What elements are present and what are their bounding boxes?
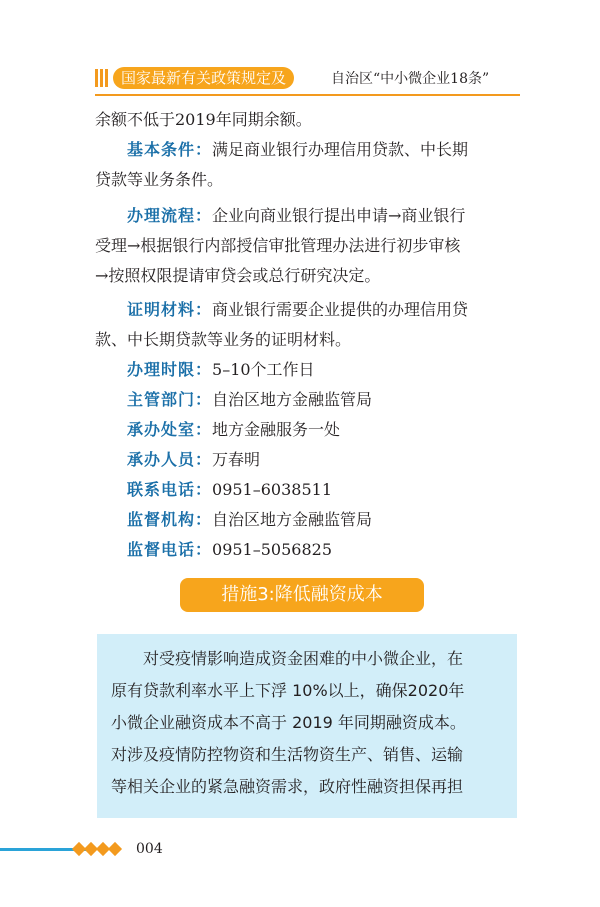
basic-conditions-text: 满足商业银行办理信用贷款、中长期: [212, 140, 469, 159]
info-label: 主管部门：: [127, 390, 213, 409]
paragraph-line: →按照权限提请审贷会或总行研究决定。: [95, 266, 381, 285]
info-label: 监督机构：: [127, 510, 213, 529]
info-value: 自治区地方金融监管局: [212, 510, 373, 529]
box-line: 小微企业融资成本不高于 2019 年同期融资成本。: [111, 713, 466, 732]
info-row: [127, 388, 372, 412]
materials-text: 商业银行需要企业提供的办理信用贷: [212, 300, 469, 319]
box-line: 对涉及疫情防控物资和生活物资生产、销售、运输: [111, 745, 464, 764]
info-value: 0951–6038511: [212, 480, 332, 499]
header-subtitle: 自治区“中小微企业18条”: [331, 71, 490, 87]
running-header: [95, 66, 520, 92]
page-number: 004: [136, 841, 163, 857]
diamond-icon: [108, 842, 122, 856]
basic-conditions-line: [127, 138, 468, 162]
measure-title: 措施3:降低融资成本: [180, 578, 424, 612]
info-label: 承办人员：: [127, 450, 213, 469]
paragraph-line: 款、中长期贷款等业务的证明材料。: [95, 330, 352, 349]
info-value: 自治区地方金融监管局: [212, 390, 373, 409]
box-line: 对受疫情影响造成资金困难的中小微企业，在: [143, 649, 464, 668]
header-divider: [95, 94, 520, 96]
measure-description-box: [97, 634, 517, 818]
paragraph-line: 贷款等业务条件。: [95, 170, 224, 189]
header-title: 国家最新有关政策规定及: [113, 67, 294, 89]
info-value: 万春明: [212, 450, 261, 469]
info-row: [127, 508, 372, 532]
info-label: 承办处室：: [127, 420, 213, 439]
page-footer: [0, 835, 600, 865]
info-label: 办理时限：: [127, 360, 213, 379]
materials-line: [127, 298, 468, 322]
box-line: 等相关企业的紧急融资需求，政府性融资担保再担: [111, 777, 464, 796]
box-line: 原有贷款利率水平上下浮 10%以上，确保2020年: [111, 681, 465, 700]
process-line: [127, 204, 465, 228]
materials-label: 证明材料：: [127, 300, 213, 319]
info-label: 监督电话：: [127, 540, 213, 559]
header-bars-decoration: [95, 69, 111, 87]
info-label: 联系电话：: [127, 480, 213, 499]
paragraph-line: 余额不低于2019年同期余额。: [95, 110, 312, 129]
info-row: [127, 478, 332, 502]
info-value: 5–10个工作日: [212, 360, 315, 379]
info-row: [127, 418, 340, 442]
paragraph-line: 受理→根据银行内部授信审批管理办法进行初步审核: [95, 236, 461, 255]
process-label: 办理流程：: [127, 206, 213, 225]
info-row: [127, 358, 315, 382]
info-row: [127, 448, 260, 472]
info-value: 0951–5056825: [212, 540, 332, 559]
info-value: 地方金融服务一处: [212, 420, 341, 439]
basic-conditions-label: 基本条件：: [127, 140, 213, 159]
process-text: 企业向商业银行提出申请→商业银行: [212, 206, 466, 225]
info-row: [127, 538, 332, 562]
